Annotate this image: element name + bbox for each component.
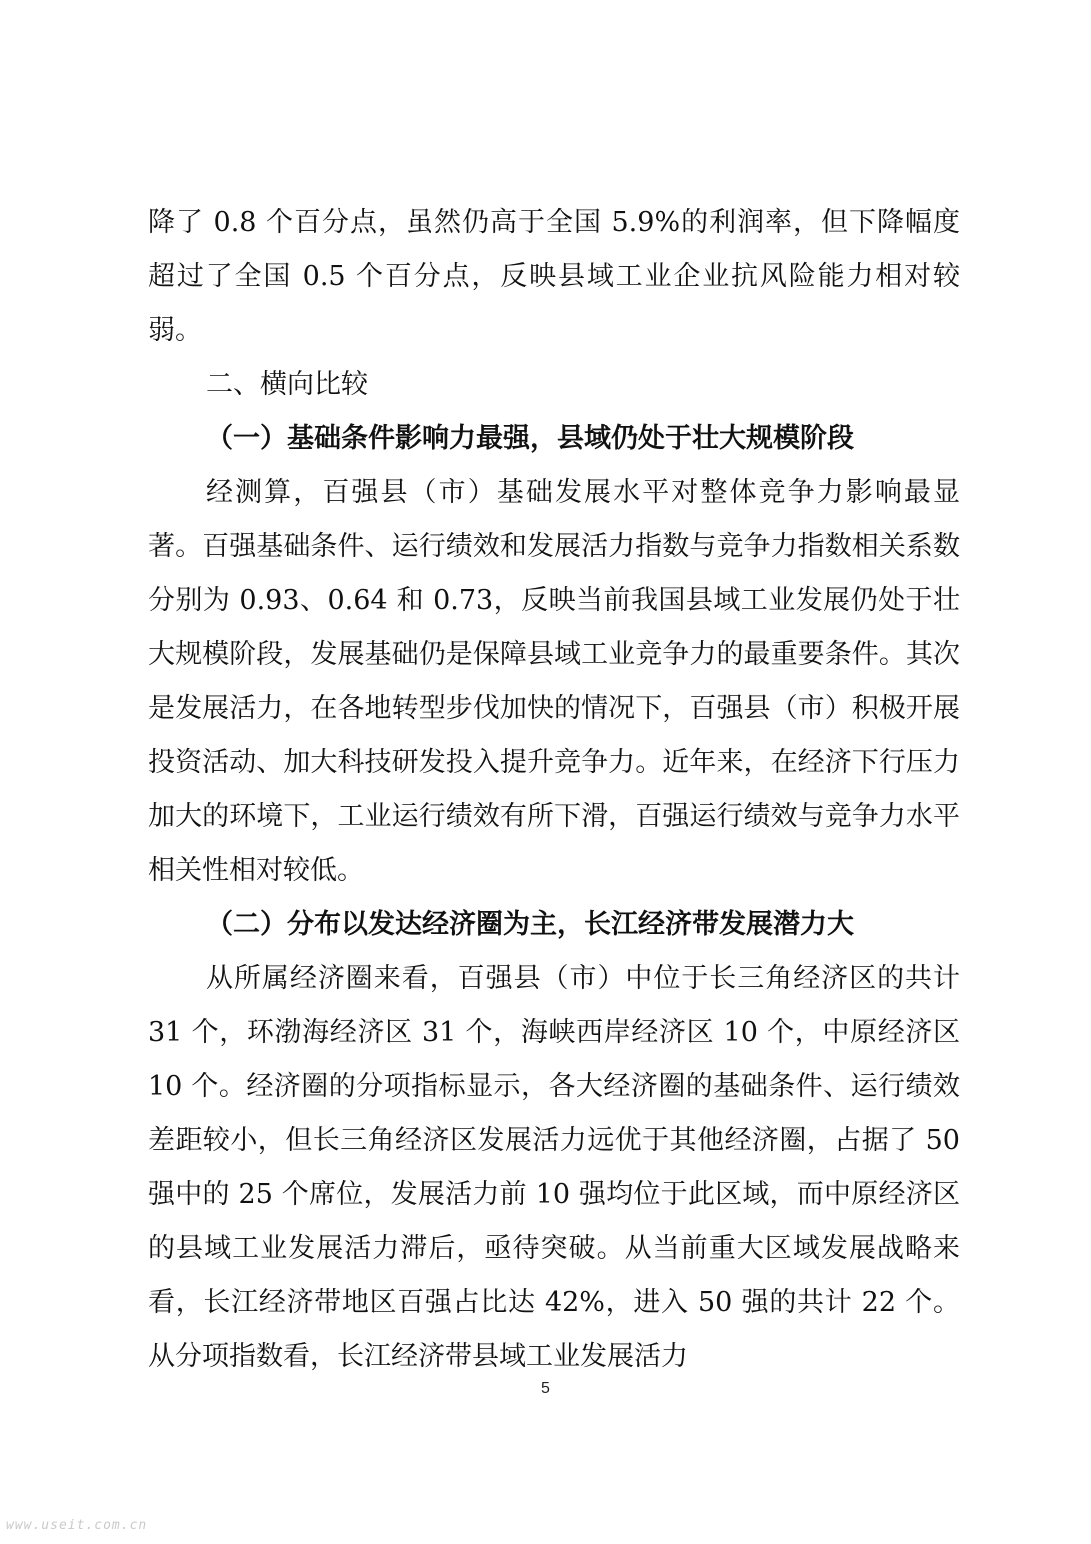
paragraph-continued: 降了 0.8 个百分点，虽然仍高于全国 5.9%的利润率，但下降幅度超过了全国 0.5 个百分点，反映县域工业企业抗风险能力相对较弱。 [148, 207, 960, 346]
page-number: 5 [541, 1380, 550, 1397]
document-body [148, 196, 960, 1384]
subsection-heading-2: （二）分布以发达经济圈为主，长江经济带发展潜力大 [206, 909, 854, 940]
paragraph-subsection-2: 从所属经济圈来看，百强县（市）中位于长三角经济区的共计 31 个，环渤海经济区 31 个，海峡西岸经济区 10 个，中原经济区 10 个。经济圈的分项指标显示，各大经济圈的基础条件、运行绩效差距较小，但长三角经济区发展活力远优于其他经济圈，占据了 50 强中的 25 个席位，发展活力前 10 强均位于此区域，而中原经济区的县域工业发展活力滞后，亟待突破。从当前重大区域发展战略来看，长江经济带地区百强占比达 42%，进入 50 强的共计 22 个。从分项指数看，长江经济带县域工业发展活力 [148, 963, 960, 1372]
paragraph-subsection-1: 经测算，百强县（市）基础发展水平对整体竞争力影响最显著。百强基础条件、运行绩效和发展活力指数与竞争力指数相关系数分别为 0.93、0.64 和 0.73，反映当前我国县域工业发展仍处于壮大规模阶段，发展基础仍是保障县域工业竞争力的最重要条件。其次是发展活力，在各地转型步伐加快的情况下，百强县（市）积极开展投资活动、加大科技研发投入提升竞争力。近年来，在经济下行压力加大的环境下，工业运行绩效有所下滑，百强运行绩效与竞争力水平相关性相对较低。 [148, 477, 960, 886]
watermark-text: www.useit.com.cn [6, 1518, 148, 1533]
subsection-heading-1: （一）基础条件影响力最强，县域仍处于壮大规模阶段 [206, 423, 854, 454]
section-heading: 二、横向比较 [206, 369, 368, 400]
